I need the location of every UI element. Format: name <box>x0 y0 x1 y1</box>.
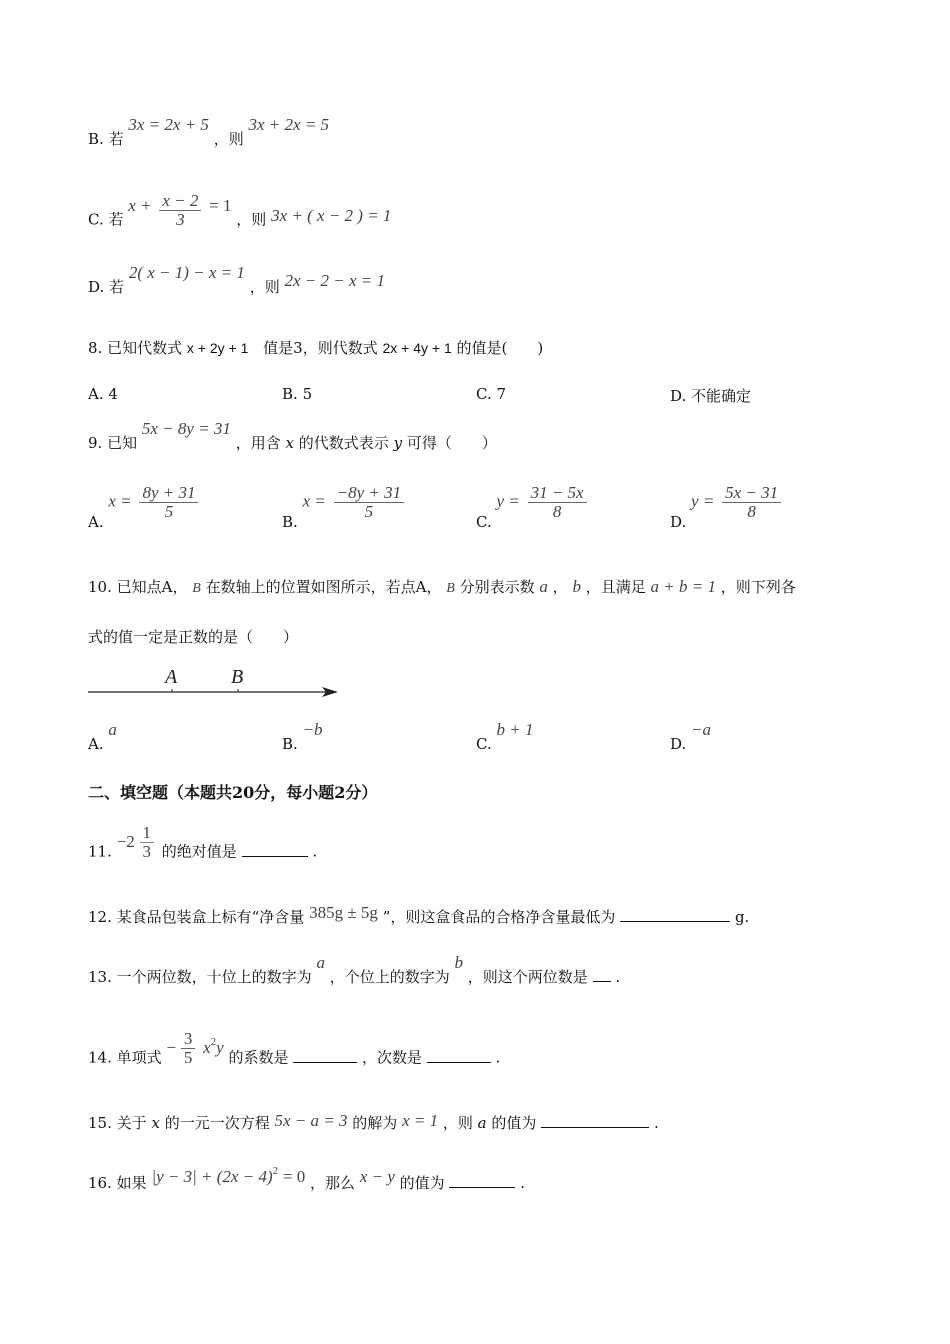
option-label: C. <box>476 735 492 753</box>
equation: 5x − a = 3 <box>274 1111 348 1130</box>
option-text: 若 <box>108 210 124 229</box>
equation: 3x = 2x + 5 <box>128 115 209 134</box>
numerator: 1 <box>140 824 155 843</box>
question-text: 某食品包装盒上标有“净含量 <box>116 908 305 926</box>
q7-option-d <box>88 263 386 297</box>
question-text: . <box>312 842 318 861</box>
answer-blank[interactable] <box>449 1173 515 1188</box>
option-label: B. <box>282 512 298 531</box>
question-text: 已知代数式 <box>107 339 183 357</box>
unit-text: g. <box>734 908 750 926</box>
expression: 2x + 4y + 1 <box>382 340 452 356</box>
question-number: 14. <box>88 1048 112 1067</box>
question-number: 10. <box>88 578 112 596</box>
question-text: 关于 <box>116 1114 147 1132</box>
degree-blank[interactable] <box>427 1048 491 1063</box>
expression: x − y <box>359 1167 395 1186</box>
option-expr: −a <box>691 720 712 739</box>
question-number: 16. <box>88 1174 112 1192</box>
q12 <box>88 903 750 927</box>
numerator: 8y + 31 <box>139 484 198 503</box>
q8-option-d <box>670 385 751 406</box>
point-a-label: A <box>165 666 178 688</box>
option-expr: −b <box>302 720 323 739</box>
option-text: ，则 <box>249 278 280 296</box>
question-text: 的解为 <box>352 1114 398 1132</box>
question-text: . <box>520 1174 526 1192</box>
question-text: 的值为 <box>491 1114 537 1132</box>
q7-option-b <box>88 115 330 149</box>
option-label: A. <box>88 385 104 403</box>
answer-blank[interactable] <box>620 907 730 922</box>
equation-lead: x + <box>128 195 152 215</box>
q8-stem <box>88 337 543 358</box>
numerator: 31 − 5x <box>528 484 587 503</box>
answer-blank[interactable] <box>541 1113 649 1128</box>
question-text: 在数轴上的位置如图所示，若点A， <box>205 578 442 596</box>
question-text: 单项式 <box>116 1048 162 1067</box>
q10-option-d <box>670 720 712 754</box>
question-text: 的值是( ) <box>456 339 544 357</box>
question-text: 已知点A， <box>116 578 188 596</box>
answer-blank[interactable] <box>593 967 611 982</box>
option-text: 7 <box>496 385 507 403</box>
mixed-number-whole: −2 <box>116 831 135 851</box>
q8-option-c <box>476 385 506 403</box>
question-number: 12. <box>88 908 112 926</box>
equation: 5x − 8y = 31 <box>141 419 231 438</box>
q10-option-c <box>476 720 534 754</box>
question-text: 已知 <box>107 434 138 452</box>
question-text: ，则这个两位数是 <box>467 968 588 986</box>
denominator: 3 <box>176 210 185 229</box>
denominator: 5 <box>164 502 174 521</box>
option-label: D. <box>670 387 687 405</box>
option-label: C. <box>476 385 492 403</box>
expression: x + 2y + 1 <box>186 340 249 356</box>
option-expr: b + 1 <box>496 720 534 739</box>
q7-option-c <box>88 191 392 239</box>
option-label: A. <box>88 735 104 753</box>
fraction <box>181 1030 196 1067</box>
option-text: 4 <box>108 385 118 403</box>
option-label: D. <box>670 512 687 531</box>
question-text: ，次数是 <box>362 1048 423 1067</box>
question-text: 一个两位数，十位上的数字为 <box>116 968 312 986</box>
question-number: 15. <box>88 1114 112 1132</box>
q10-stem-line1 <box>88 576 796 597</box>
question-text: 的一元一次方程 <box>164 1114 270 1132</box>
option-label: D. <box>88 278 105 296</box>
section-heading: 二、填空题（本题共20分，每小题2分） <box>88 783 378 802</box>
expression: 385g ± 5g <box>309 903 378 922</box>
option-text: 5 <box>302 385 313 403</box>
option-label: C. <box>476 512 492 531</box>
question-text: 值是3，则代数式 <box>263 339 378 357</box>
coefficient-blank[interactable] <box>293 1048 357 1063</box>
option-text: ，则 <box>236 210 267 229</box>
q14 <box>88 1029 501 1077</box>
question-text: ， <box>552 578 568 596</box>
question-number: 9. <box>88 434 103 452</box>
point-label: B <box>192 581 201 596</box>
option-text: 不能确定 <box>691 387 752 405</box>
variable: x <box>285 434 294 452</box>
fraction <box>722 484 781 521</box>
question-text: ，则 <box>442 1114 473 1132</box>
question-text: ，用含 <box>235 434 281 452</box>
q8-option-b <box>282 385 312 403</box>
question-text: 的系数是 <box>228 1048 289 1067</box>
question-text: ，那么 <box>310 1174 356 1192</box>
q9-option-a <box>88 483 201 531</box>
denominator: 5 <box>364 502 374 521</box>
numerator: −8y + 31 <box>334 484 405 503</box>
equation-rhs: = 0 <box>282 1167 306 1186</box>
q10-option-a <box>88 720 117 754</box>
number-line-figure <box>86 662 346 702</box>
point-label: B <box>446 581 455 596</box>
numerator: 3 <box>181 1030 196 1049</box>
equation: 3x + ( x − 2 ) = 1 <box>271 205 392 225</box>
q9-option-b <box>282 483 407 531</box>
option-text: 若 <box>108 130 124 148</box>
equation: 2x − 2 − x = 1 <box>284 271 386 290</box>
question-text: ，则下列各 <box>720 578 796 596</box>
question-number: 13. <box>88 968 112 986</box>
monomial-x: x <box>203 1037 211 1057</box>
fraction <box>334 484 405 521</box>
variable: a <box>316 953 325 972</box>
option-lhs: x = <box>108 491 132 511</box>
option-label: B. <box>282 385 298 403</box>
condition: a + b = 1 <box>650 577 716 596</box>
q13 <box>88 953 621 987</box>
variable: x <box>151 1114 160 1132</box>
variable: a <box>539 577 548 596</box>
variable: a <box>477 1114 487 1132</box>
answer-blank[interactable] <box>242 842 308 857</box>
point-b-label: B <box>231 666 244 688</box>
question-text: 的绝对值是 <box>161 842 237 861</box>
q9-option-d <box>670 483 784 531</box>
question-text: ”，则这盒食品的合格净含量最低为 <box>382 908 616 926</box>
variable: b <box>572 577 581 596</box>
question-text: 的代数式表示 <box>298 434 389 452</box>
numerator: 5x − 31 <box>722 484 781 503</box>
question-text: ，且满足 <box>585 578 646 596</box>
question-text: . <box>615 968 621 986</box>
q9-option-c <box>476 483 590 531</box>
question-text: ，个位上的数字为 <box>329 968 450 986</box>
option-label: B. <box>282 735 298 753</box>
fraction <box>528 484 587 521</box>
numerator: x − 2 <box>159 192 201 211</box>
q10-stem-line2 <box>88 626 298 647</box>
question-text: . <box>495 1048 501 1067</box>
solution: x = 1 <box>402 1111 439 1130</box>
q8-option-a <box>88 385 118 403</box>
option-label: B. <box>88 130 104 148</box>
option-label: C. <box>88 210 104 229</box>
question-text: . <box>653 1114 659 1132</box>
option-lhs: x = <box>302 491 326 511</box>
question-text: 的值为 <box>399 1174 445 1192</box>
question-text: 可得（ ） <box>406 434 497 452</box>
option-label: D. <box>670 735 687 753</box>
variable: y <box>393 434 403 452</box>
question-text: 分别表示数 <box>459 578 535 596</box>
q9-stem <box>88 419 497 453</box>
q15 <box>88 1112 659 1133</box>
equation: 3x + 2x = 5 <box>248 115 330 134</box>
option-text: ，则 <box>213 130 244 148</box>
equation: 2( x − 1) − x = 1 <box>128 263 245 282</box>
option-text: 若 <box>109 278 125 296</box>
q16 <box>88 1165 526 1193</box>
equation-tail: = 1 <box>209 195 232 215</box>
fraction <box>139 484 198 521</box>
question-text: 式的值一定是正数的是（ ） <box>88 628 299 646</box>
monomial-exponent: 2 <box>210 1035 217 1048</box>
q10-option-b <box>282 720 323 754</box>
variable: b <box>454 953 464 972</box>
equation-part: |y − 3| + (2x − 4) <box>151 1167 273 1186</box>
option-expr: a <box>108 720 117 739</box>
coefficient-sign: − <box>166 1037 177 1057</box>
denominator: 5 <box>183 1048 193 1067</box>
option-lhs: y = <box>691 491 715 511</box>
denominator: 8 <box>552 502 562 521</box>
fraction <box>140 824 155 861</box>
option-label: A. <box>88 512 104 531</box>
question-number: 8. <box>88 339 103 357</box>
fraction <box>159 192 201 229</box>
monomial-y: y <box>216 1037 224 1057</box>
question-text: 如果 <box>116 1174 147 1192</box>
q11 <box>88 823 318 871</box>
equation-exponent: 2 <box>272 1165 279 1177</box>
option-lhs: y = <box>496 491 520 511</box>
question-number: 11. <box>88 842 112 861</box>
denominator: 3 <box>142 842 152 861</box>
denominator: 8 <box>747 502 756 521</box>
